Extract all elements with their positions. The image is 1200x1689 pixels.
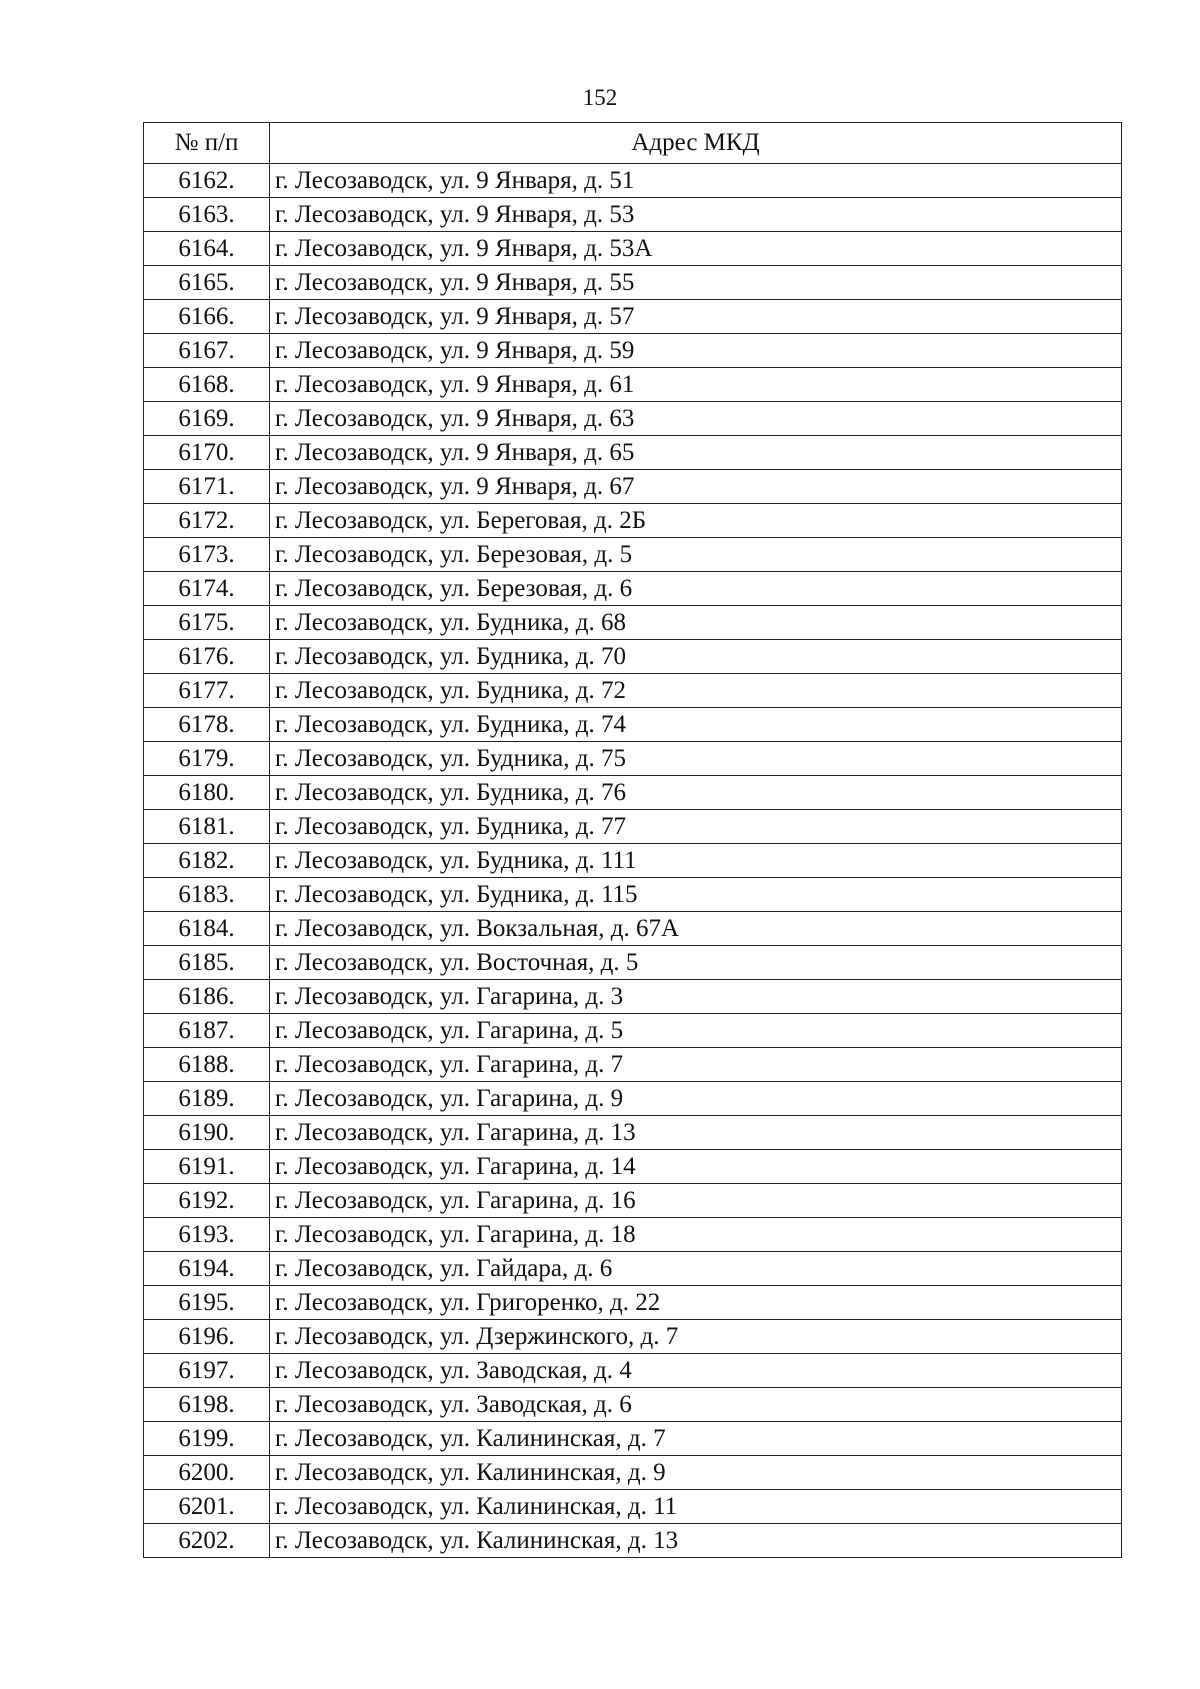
- row-address: г. Лесозаводск, ул. Будника, д. 111: [270, 844, 1122, 878]
- table-header-row: [144, 123, 1122, 164]
- page-number: 152: [582, 85, 618, 110]
- address-table: [143, 122, 1122, 1558]
- table-row: [144, 198, 1122, 232]
- row-number: 6189.: [144, 1082, 270, 1116]
- table-row: [144, 266, 1122, 300]
- row-number: 6183.: [144, 878, 270, 912]
- table-row: [144, 844, 1122, 878]
- row-number: 6181.: [144, 810, 270, 844]
- row-address: г. Лесозаводск, ул. 9 Января, д. 65: [270, 436, 1122, 470]
- row-number: 6191.: [144, 1150, 270, 1184]
- table-row: [144, 912, 1122, 946]
- row-number: 6182.: [144, 844, 270, 878]
- row-address: г. Лесозаводск, ул. Будника, д. 70: [270, 640, 1122, 674]
- row-address: г. Лесозаводск, ул. Калининская, д. 11: [270, 1490, 1122, 1524]
- table-row: [144, 1286, 1122, 1320]
- table-row: [144, 164, 1122, 198]
- table-row: [144, 1524, 1122, 1558]
- row-number: 6168.: [144, 368, 270, 402]
- row-address: г. Лесозаводск, ул. Будника, д. 68: [270, 606, 1122, 640]
- table-row: [144, 504, 1122, 538]
- table-row: [144, 776, 1122, 810]
- row-address: г. Лесозаводск, ул. Гагарина, д. 9: [270, 1082, 1122, 1116]
- table-row: [144, 742, 1122, 776]
- table-row: [144, 1014, 1122, 1048]
- row-number: 6184.: [144, 912, 270, 946]
- table-row: [144, 1150, 1122, 1184]
- table-row: [144, 1388, 1122, 1422]
- table-row: [144, 1048, 1122, 1082]
- row-number: 6197.: [144, 1354, 270, 1388]
- row-address: г. Лесозаводск, ул. Гагарина, д. 13: [270, 1116, 1122, 1150]
- row-address: г. Лесозаводск, ул. 9 Января, д. 61: [270, 368, 1122, 402]
- table-row: [144, 1252, 1122, 1286]
- table-row: [144, 1116, 1122, 1150]
- table-row: [144, 368, 1122, 402]
- table-row: [144, 300, 1122, 334]
- row-number: 6165.: [144, 266, 270, 300]
- row-number: 6188.: [144, 1048, 270, 1082]
- table-row: [144, 572, 1122, 606]
- row-number: 6196.: [144, 1320, 270, 1354]
- row-address: г. Лесозаводск, ул. Березовая, д. 5: [270, 538, 1122, 572]
- row-address: г. Лесозаводск, ул. Гайдара, д. 6: [270, 1252, 1122, 1286]
- row-number: 6167.: [144, 334, 270, 368]
- row-number: 6192.: [144, 1184, 270, 1218]
- row-number: 6200.: [144, 1456, 270, 1490]
- table-row: [144, 1218, 1122, 1252]
- row-number: 6162.: [144, 164, 270, 198]
- table-row: [144, 946, 1122, 980]
- row-address: г. Лесозаводск, ул. 9 Января, д. 63: [270, 402, 1122, 436]
- row-number: 6175.: [144, 606, 270, 640]
- row-number: 6185.: [144, 946, 270, 980]
- row-address: г. Лесозаводск, ул. Калининская, д. 7: [270, 1422, 1122, 1456]
- row-address: г. Лесозаводск, ул. Восточная, д. 5: [270, 946, 1122, 980]
- row-address: г. Лесозаводск, ул. 9 Января, д. 57: [270, 300, 1122, 334]
- row-address: г. Лесозаводск, ул. 9 Января, д. 51: [270, 164, 1122, 198]
- row-number: 6190.: [144, 1116, 270, 1150]
- column-header-address: Адрес МКД: [270, 123, 1122, 164]
- row-number: 6176.: [144, 640, 270, 674]
- row-address: г. Лесозаводск, ул. Будника, д. 74: [270, 708, 1122, 742]
- row-number: 6195.: [144, 1286, 270, 1320]
- column-header-number: № п/п: [144, 123, 270, 164]
- row-address: г. Лесозаводск, ул. Гагарина, д. 7: [270, 1048, 1122, 1082]
- table-row: [144, 810, 1122, 844]
- row-number: 6202.: [144, 1524, 270, 1558]
- table-row: [144, 606, 1122, 640]
- table-row: [144, 1354, 1122, 1388]
- row-number: 6198.: [144, 1388, 270, 1422]
- row-number: 6169.: [144, 402, 270, 436]
- row-address: г. Лесозаводск, ул. Будника, д. 115: [270, 878, 1122, 912]
- table-row: [144, 980, 1122, 1014]
- row-number: 6201.: [144, 1490, 270, 1524]
- table-row: [144, 674, 1122, 708]
- row-number: 6173.: [144, 538, 270, 572]
- row-number: 6178.: [144, 708, 270, 742]
- row-address: г. Лесозаводск, ул. Гагарина, д. 3: [270, 980, 1122, 1014]
- row-number: 6171.: [144, 470, 270, 504]
- row-number: 6174.: [144, 572, 270, 606]
- table-row: [144, 1456, 1122, 1490]
- row-number: 6164.: [144, 232, 270, 266]
- row-number: 6172.: [144, 504, 270, 538]
- row-address: г. Лесозаводск, ул. Заводская, д. 4: [270, 1354, 1122, 1388]
- row-address: г. Лесозаводск, ул. Григоренко, д. 22: [270, 1286, 1122, 1320]
- row-address: г. Лесозаводск, ул. Дзержинского, д. 7: [270, 1320, 1122, 1354]
- row-address: г. Лесозаводск, ул. Береговая, д. 2Б: [270, 504, 1122, 538]
- row-number: 6180.: [144, 776, 270, 810]
- row-address: г. Лесозаводск, ул. Заводская, д. 6: [270, 1388, 1122, 1422]
- table-row: [144, 1082, 1122, 1116]
- row-address: г. Лесозаводск, ул. Будника, д. 75: [270, 742, 1122, 776]
- row-address: г. Лесозаводск, ул. Гагарина, д. 14: [270, 1150, 1122, 1184]
- table-row: [144, 232, 1122, 266]
- table-row: [144, 1184, 1122, 1218]
- row-address: г. Лесозаводск, ул. 9 Января, д. 53А: [270, 232, 1122, 266]
- row-number: 6187.: [144, 1014, 270, 1048]
- row-number: 6193.: [144, 1218, 270, 1252]
- row-address: г. Лесозаводск, ул. Будника, д. 72: [270, 674, 1122, 708]
- row-number: 6199.: [144, 1422, 270, 1456]
- table-row: [144, 402, 1122, 436]
- row-number: 6186.: [144, 980, 270, 1014]
- table-row: [144, 436, 1122, 470]
- row-address: г. Лесозаводск, ул. Березовая, д. 6: [270, 572, 1122, 606]
- row-address: г. Лесозаводск, ул. Гагарина, д. 18: [270, 1218, 1122, 1252]
- row-number: 6166.: [144, 300, 270, 334]
- row-address: г. Лесозаводск, ул. Вокзальная, д. 67А: [270, 912, 1122, 946]
- row-number: 6194.: [144, 1252, 270, 1286]
- row-address: г. Лесозаводск, ул. 9 Января, д. 67: [270, 470, 1122, 504]
- row-address: г. Лесозаводск, ул. Гагарина, д. 16: [270, 1184, 1122, 1218]
- row-number: 6163.: [144, 198, 270, 232]
- table-row: [144, 538, 1122, 572]
- row-address: г. Лесозаводск, ул. 9 Января, д. 53: [270, 198, 1122, 232]
- row-address: г. Лесозаводск, ул. 9 Января, д. 59: [270, 334, 1122, 368]
- table-row: [144, 1320, 1122, 1354]
- row-number: 6179.: [144, 742, 270, 776]
- table-row: [144, 1490, 1122, 1524]
- row-address: г. Лесозаводск, ул. Калининская, д. 13: [270, 1524, 1122, 1558]
- table-row: [144, 878, 1122, 912]
- table-row: [144, 640, 1122, 674]
- row-address: г. Лесозаводск, ул. Калининская, д. 9: [270, 1456, 1122, 1490]
- table-row: [144, 470, 1122, 504]
- table-row: [144, 334, 1122, 368]
- row-address: г. Лесозаводск, ул. 9 Января, д. 55: [270, 266, 1122, 300]
- row-address: г. Лесозаводск, ул. Гагарина, д. 5: [270, 1014, 1122, 1048]
- table-body: [144, 164, 1122, 1558]
- row-address: г. Лесозаводск, ул. Будника, д. 77: [270, 810, 1122, 844]
- row-address: г. Лесозаводск, ул. Будника, д. 76: [270, 776, 1122, 810]
- table-row: [144, 1422, 1122, 1456]
- table-row: [144, 708, 1122, 742]
- row-number: 6170.: [144, 436, 270, 470]
- row-number: 6177.: [144, 674, 270, 708]
